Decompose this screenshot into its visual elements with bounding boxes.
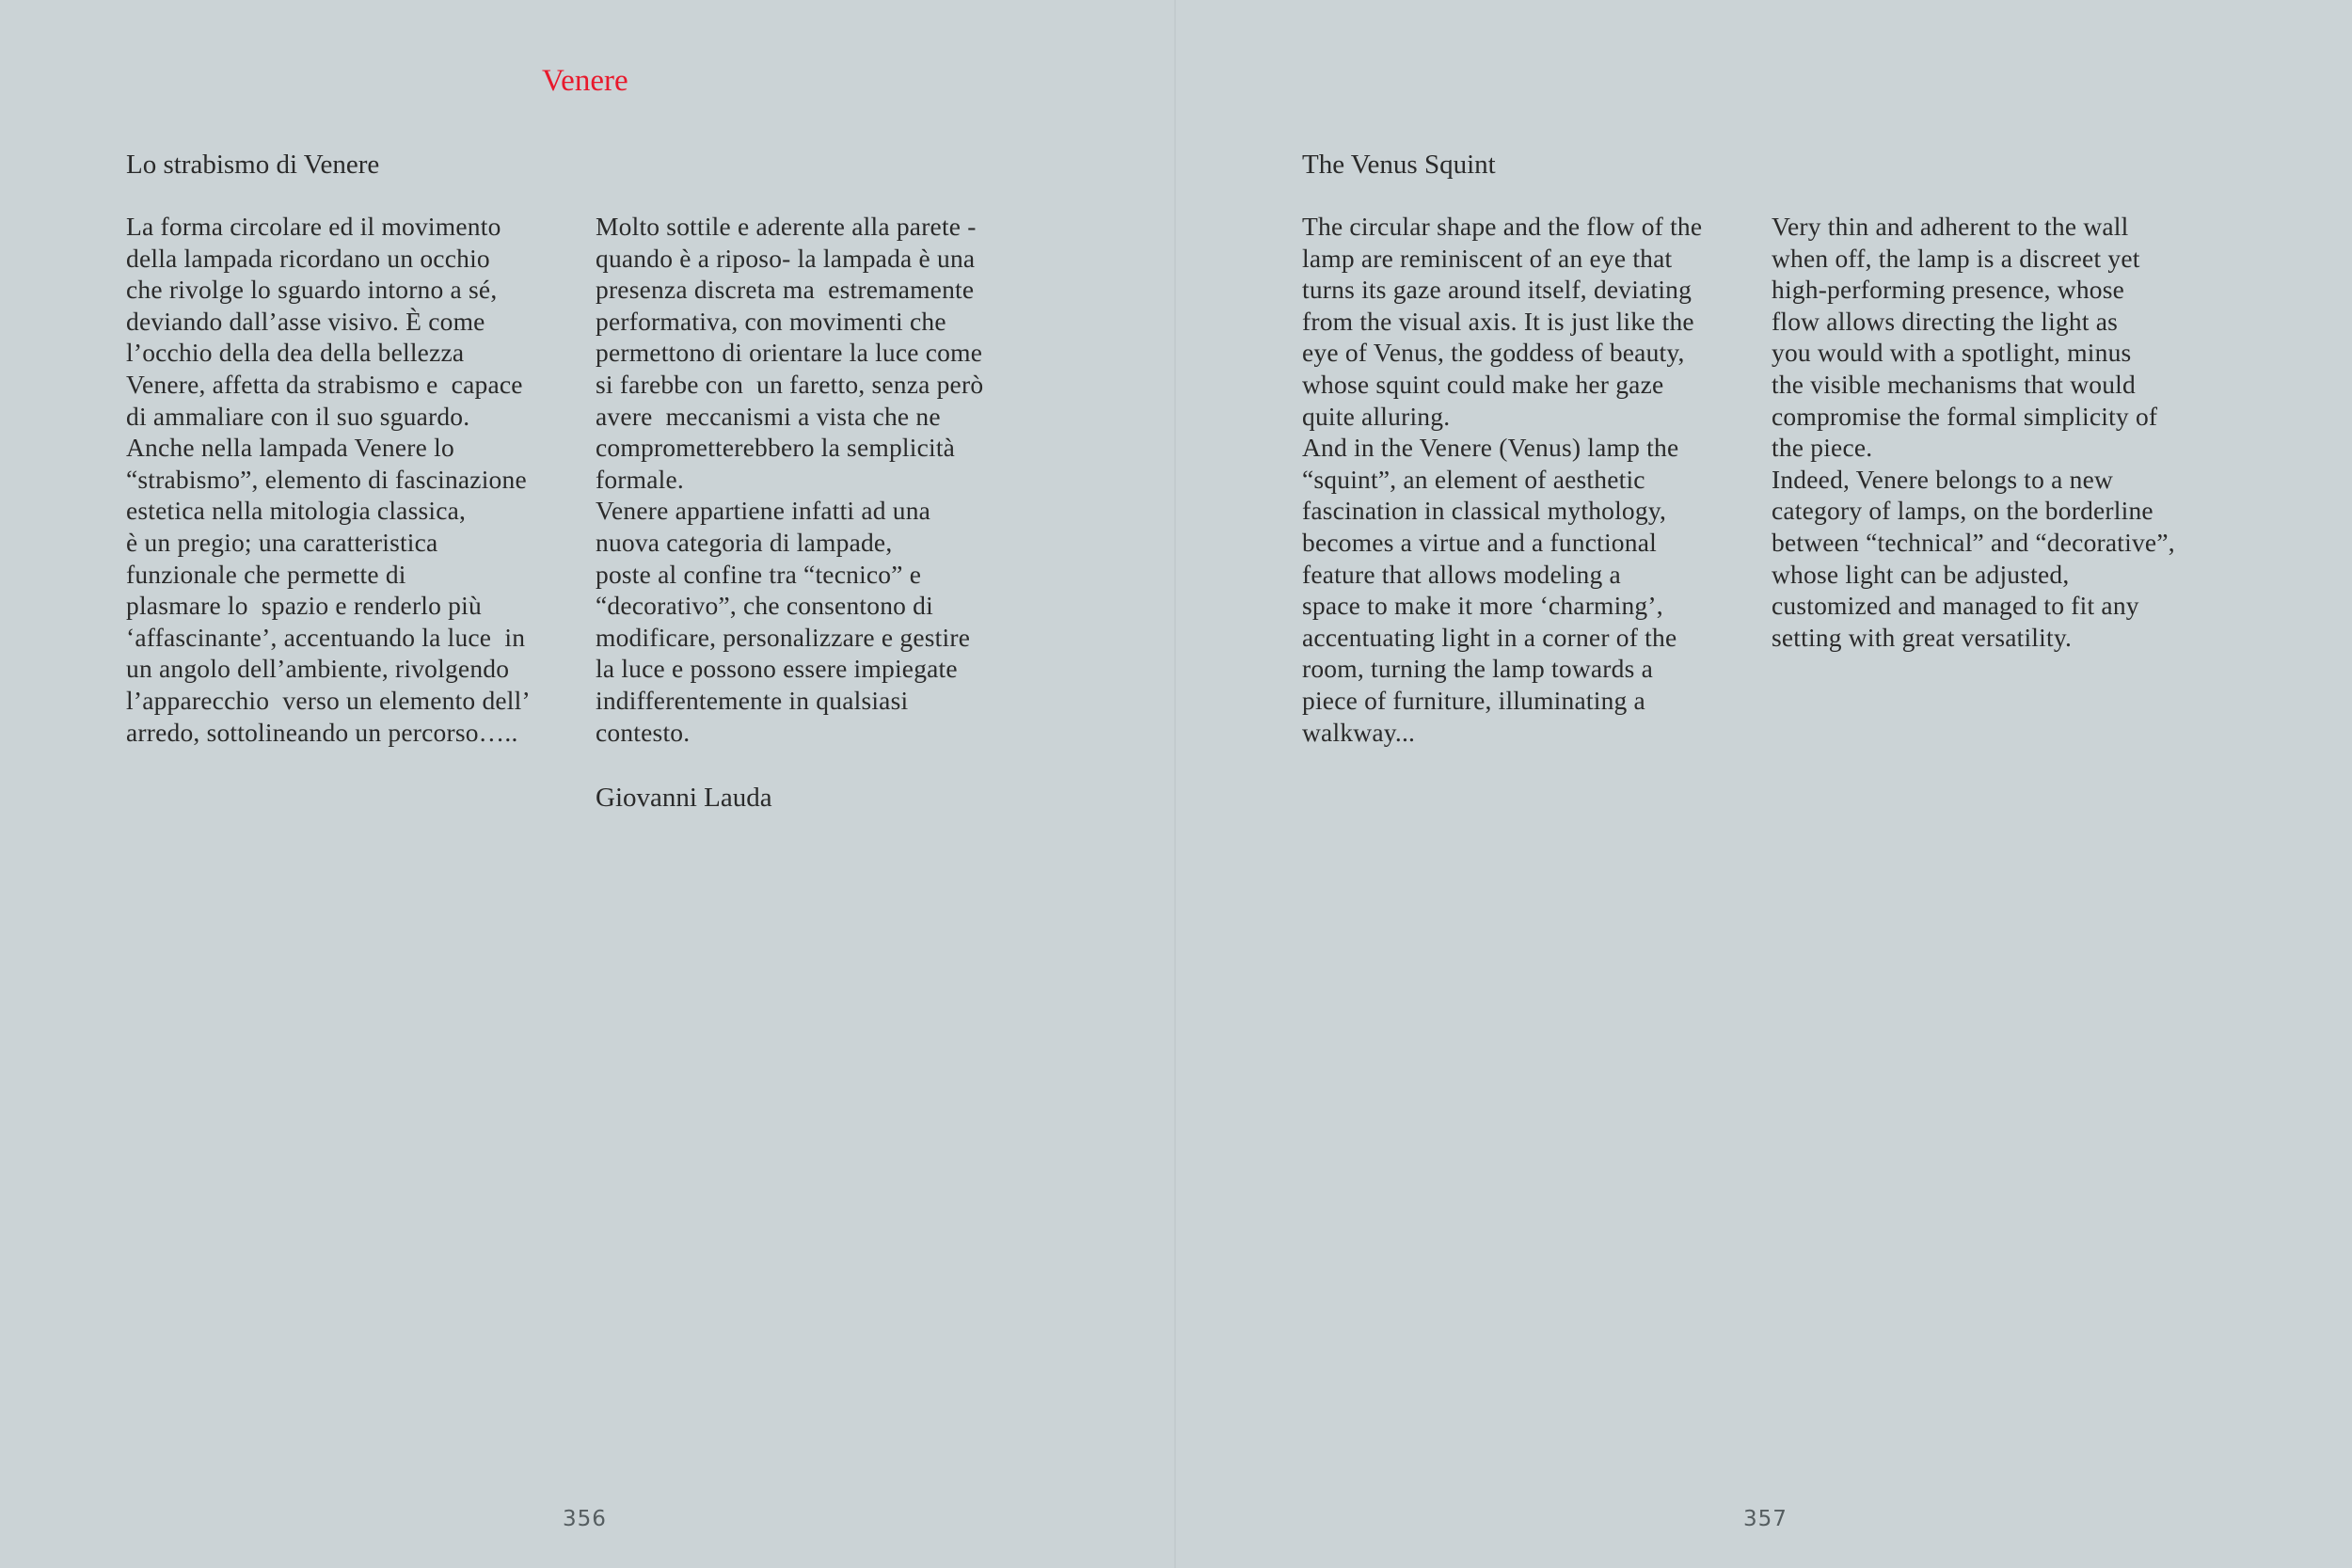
italian-heading: Lo strabismo di Venere	[126, 150, 380, 180]
english-column-2: Very thin and adherent to the wall when off, the lamp is a discreet yet high-performing presence, whose flow allows directing the light as you would with a spotlight, minus the visible mechanisms that would compromise the formal simplicity of the piece. Indeed, Venere belongs to a new category of lamps, on the borderline between “technical” and “decorative”, whose light can be adjusted, customized and managed to fit any setting with great versatility.	[1772, 212, 2175, 652]
page-number-right: 357	[1743, 1507, 1788, 1531]
author-name: Giovanni Lauda	[596, 783, 772, 813]
italian-column-2: Molto sottile e aderente alla parete - quando è a riposo- la lampada è una presenza discreta ma estremamente performativa, con movimenti che permettono di orientare la luce come si farebbe con un faretto, senza però avere meccanismi a vista che ne comprometterebbero la semplicità formale. Venere appartiene infatti ad una nuova categoria di lampade, poste al confine tra “tecnico” e “decorativo”, che consentono di modificare, personalizzare e gestire la luce e possono essere impiegate indifferentemente in qualsiasi contesto.	[596, 212, 984, 747]
page-number-left: 356	[563, 1507, 607, 1531]
english-heading: The Venus Squint	[1302, 150, 1496, 180]
section-title: Venere	[542, 64, 628, 98]
right-page	[1176, 0, 2352, 1568]
italian-column-1: La forma circolare ed il movimento della lampada ricordano un occhio che rivolge lo sguardo intorno a sé, deviando dall’asse visivo. È come l’occhio della dea della bellezza Venere, affetta da strabismo e capace di ammaliare con il suo sguardo. Anche nella lampada Venere lo “strabismo”, elemento di fascinazione estetica nella mitologia classica, è un pregio; una caratteristica funzionale che permette di plasmare lo spazio e renderlo più ‘affascinante’, accentuando la luce in un angolo dell’ambiente, rivolgendo l’apparecchio verso un elemento dell’ arredo, sottolineando un percorso…..	[126, 212, 531, 747]
english-column-1: The circular shape and the flow of the lamp are reminiscent of an eye that turns its gaze around itself, deviating from the visual axis. It is just like the eye of Venus, the goddess of beauty, whose squint could make her gaze quite alluring. And in the Venere (Venus) lamp the “squint”, an element of aesthetic fascination in classical mythology, becomes a virtue and a functional feature that allows modeling a space to make it more ‘charming’, accentuating light in a corner of the room, turning the lamp towards a piece of furniture, illuminating a walkway...	[1302, 212, 1703, 747]
